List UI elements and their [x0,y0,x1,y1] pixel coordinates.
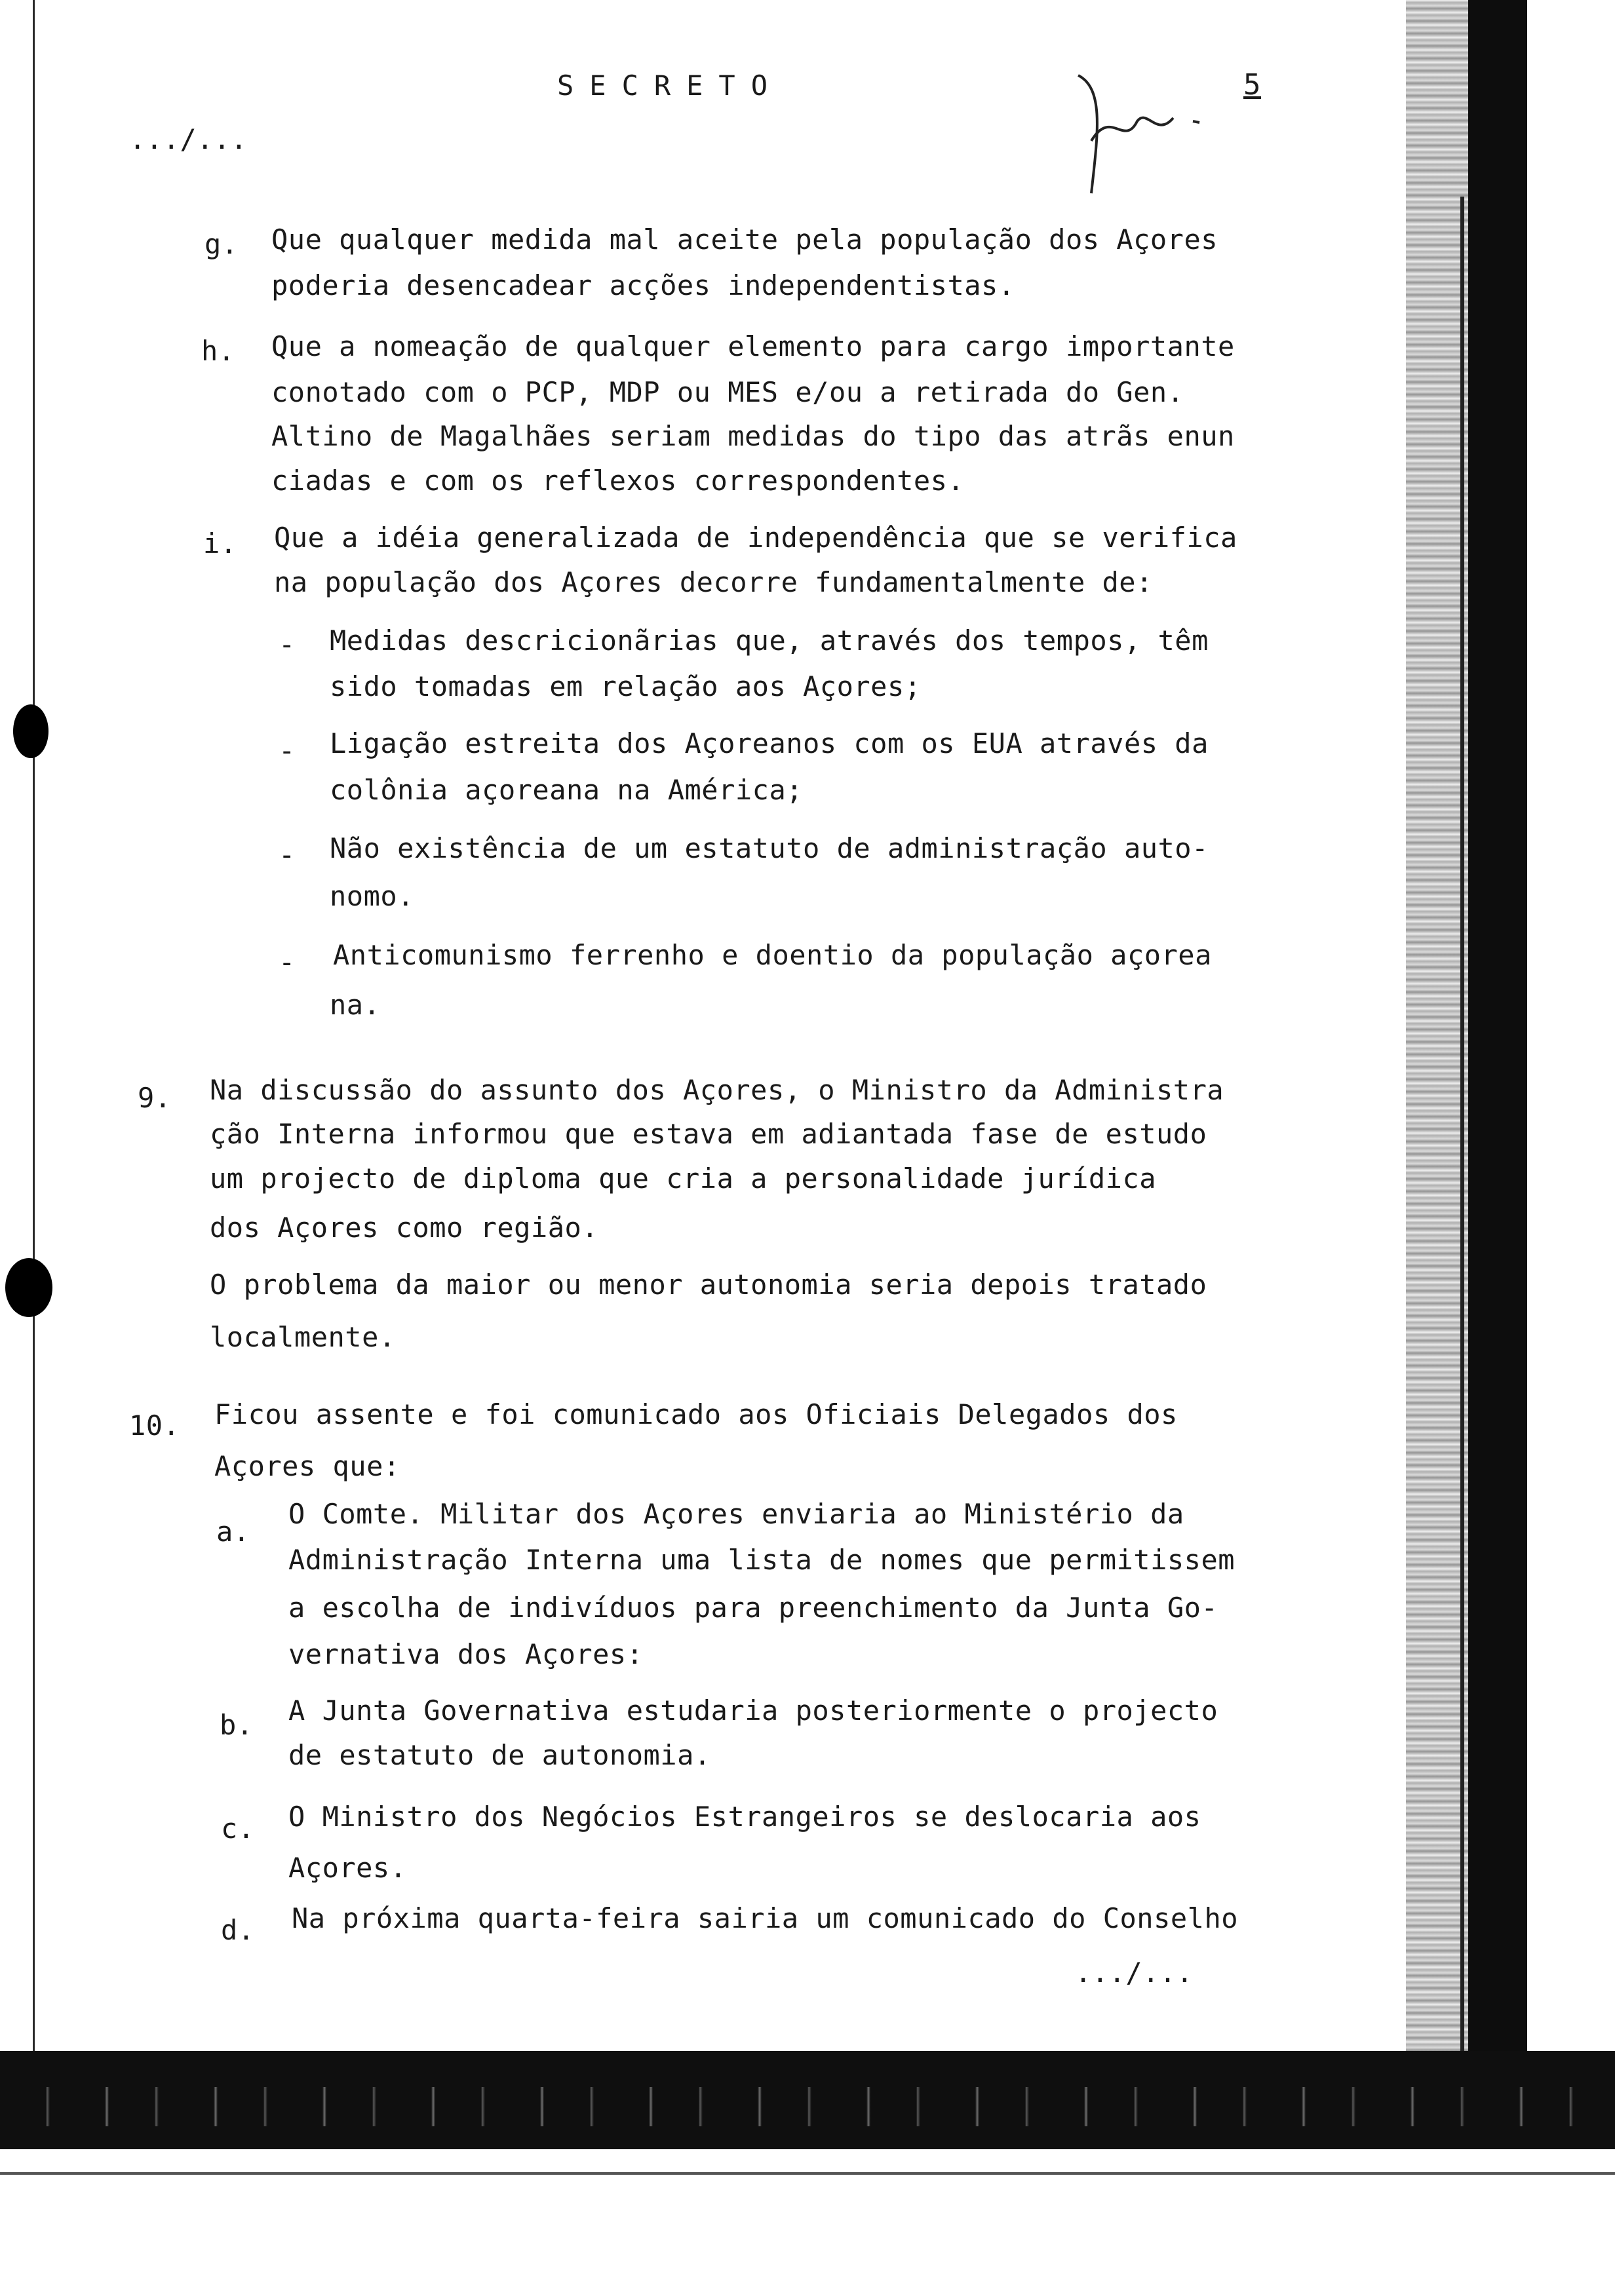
bullet-dash: - [279,628,296,660]
scan-bottom-line [0,2172,1615,2175]
para-10-item-line: vernativa dos Açores: [288,1638,644,1670]
item-h-line: ciadas e com os reflexos correspondentes. [271,465,965,497]
item-h-label: h. [201,335,235,367]
item-g-label: g. [204,228,239,260]
punch-hole-bottom [5,1258,52,1317]
para-10-item-c-label: c. [221,1812,255,1845]
bullet-dash: - [279,946,296,978]
bullet-dash: - [279,735,296,767]
bullet-line: nomo. [330,880,414,912]
page-left-edge [33,0,35,2051]
para-9-line: dos Açores como região. [210,1212,599,1244]
para-10-item-line: a escolha de indivíduos para preenchimento da Junta Go- [288,1592,1218,1624]
para-10-item-b-label: b. [220,1709,254,1741]
bullet-line: na. [330,989,381,1021]
bullet-line: colônia açoreana na América; [330,774,804,806]
item-i-label: i. [203,527,237,560]
punch-hole-top [13,704,49,758]
classification-header: SECRETO [557,69,784,102]
item-h-line: Altino de Magalhães seriam medidas do tipo das atrãs enun [271,420,1235,452]
page-right-edge [1460,197,1464,2064]
item-g-line: poderia desencadear acções independentistas. [271,269,1015,301]
para-9-label: 9. [138,1082,172,1114]
scan-right-border [1468,0,1527,2064]
para-9-subline: localmente. [210,1321,396,1353]
para-9-line: um projecto de diploma que cria a personalidade jurídica [210,1162,1157,1195]
bullet-line: Ligação estreita dos Açoreanos com os EUA através da [330,727,1209,759]
para-10-label: 10. [129,1409,180,1442]
page-number: 5 [1243,68,1261,102]
bullet-dash: - [279,839,296,871]
item-i-line: Que a idéia generalizada de independência que se verifica [274,522,1237,554]
scan-bottom-border [0,2051,1615,2149]
para-10-item-line: Administração Interna uma lista de nomes que permitissem [288,1544,1236,1576]
item-g-line: Que qualquer medida mal aceite pela população dos Açores [271,223,1218,256]
para-10-item-line: A Junta Governativa estudaria posteriormente o projecto [288,1694,1218,1727]
item-h-line: Que a nomeação de qualquer elemento para cargo importante [271,330,1235,362]
bullet-line: Anticomunismo ferrenho e doentio da população açorea [333,939,1212,971]
para-10-item-line: O Ministro dos Negócios Estrangeiros se deslocaria aos [288,1801,1201,1833]
para-9-subline: O problema da maior ou menor autonomia seria depois tratado [210,1269,1207,1301]
para-10-item-line: de estatuto de autonomia. [288,1739,711,1771]
para-10-line: Açores que: [214,1450,400,1482]
item-h-line: conotado com o PCP, MDP ou MES e/ou a retirada do Gen. [271,376,1184,408]
continuation-marker-top: .../... [129,123,248,155]
para-10-item-line: O Comte. Militar dos Açores enviaria ao Ministério da [288,1498,1184,1530]
bullet-line: sido tomadas em relação aos Açores; [330,670,922,702]
handwritten-initials [1065,62,1249,213]
item-i-line: na população dos Açores decorre fundamentalmente de: [274,566,1153,598]
continuation-marker-bottom: .../... [1075,1957,1194,1989]
para-10-item-d-label: d. [221,1914,255,1946]
para-9-line: Na discussão do assunto dos Açores, o Ministro da Administra [210,1074,1224,1106]
para-9-line: ção Interna informou que estava em adiantada fase de estudo [210,1118,1207,1150]
para-10-line: Ficou assente e foi comunicado aos Oficiais Delegados dos [214,1398,1178,1430]
bullet-line: Medidas descricionãrias que, através dos tempos, têm [330,624,1209,657]
para-10-item-line: Açores. [288,1852,407,1884]
initials-drawing [1065,62,1249,213]
para-10-item-a-label: a. [216,1516,250,1548]
bullet-line: Não existência de um estatuto de administração auto- [330,832,1209,864]
para-10-item-line: Na próxima quarta-feira sairia um comunicado do Conselho [292,1902,1239,1934]
